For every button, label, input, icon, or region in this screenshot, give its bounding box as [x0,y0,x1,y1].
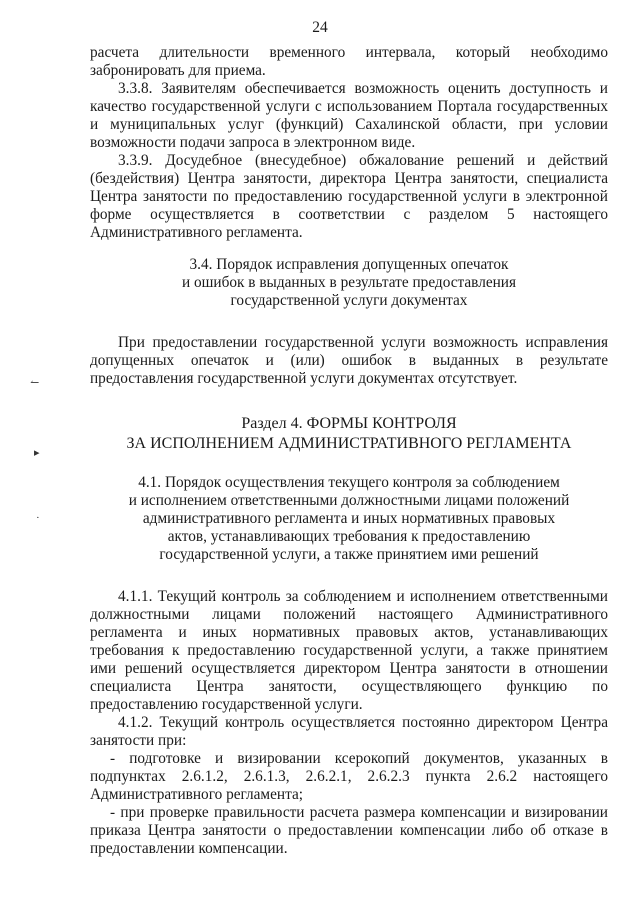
list-item: - при проверке правильности расчета размера компенсации и визировании приказа Центра занятости о предоставлении компенсации либо об отказе в предоставлении компенсации. [90,804,608,857]
heading-line: 4.1. Порядок осуществления текущего контроля за соблюдением [138,474,560,491]
paragraph-continuation: расчета длительности временного интервала, который необходимо забронировать для приема. [90,44,608,79]
heading-line: государственной услуги, а также принятием ими решений [159,546,539,563]
paragraph-4-1-2: 4.1.2. Текущий контроль осуществляется постоянно директором Центра занятости при: [90,714,608,749]
heading-line: государственной услуги документах [230,292,468,309]
section-title-line: Раздел 4. ФОРМЫ КОНТРОЛЯ [241,415,457,432]
section-title-line: ЗА ИСПОЛНЕНИЕМ АДМИНИСТРАТИВНОГО РЕГЛАМЕНТА [126,435,572,452]
heading-line: и ошибок в выданных в результате предоставления [181,274,517,291]
heading-line: административного регламента и иных нормативных правовых [142,510,556,527]
heading-line: и исполнением ответственными должностными лицами положений [128,492,570,509]
document-body [90,44,608,858]
list-item: - подготовке и визировании ксерокопий документов, указанных в подпунктах 2.6.1.2, 2.6.1.3, 2.6.2.1, 2.6.2.3 пункта 2.6.2 настоящего Административного регламента; [90,750,608,803]
paragraph-3-4: При предоставлении государственной услуги возможность исправления допущенных опечаток и (или) ошибок в выданных в результате предоставления государственной услуги документах отсутствует. [90,334,608,387]
section-4-title [90,414,608,454]
margin-mark: ▸ [34,447,40,459]
margin-mark: · [36,512,40,524]
paragraph-3-3-8: 3.3.8. Заявителям обеспечивается возможность оценить доступность и качество государственной услуги с использованием Портала государственных и муниципальных услуг (функций) Сахалинской области, при условии возможности подачи запроса в электронном виде. [90,80,608,151]
heading-line: актов, устанавливающих требования к предоставлению [167,528,531,545]
heading-4-1 [90,474,608,564]
heading-3-4 [90,256,608,310]
paragraph-4-1-1: 4.1.1. Текущий контроль за соблюдением и исполнением ответственными должностными лицами положений настоящего Административного регламента и иных нормативных правовых актов, устанавливающих требования к предоставлению государственной услуги, а также принятием ими решений осуществляется директором Центра занятости в отношении специалиста Центра занятости, осуществляющего функцию по предоставлению государственной услуги. [90,588,608,713]
page-number: 24 [312,19,328,36]
margin-mark: ↼ [30,377,40,389]
paragraph-3-3-9: 3.3.9. Досудебное (внесудебное) обжалование решений и действий (бездействия) Центра занятости, директора Центра занятости, специалиста Центра занятости по предоставлению государственной услуги в электронной форме осуществляется в соответствии с разделом 5 настоящего Административного регламента. [90,152,608,241]
heading-line: 3.4. Порядок исправления допущенных опечаток [189,256,509,273]
